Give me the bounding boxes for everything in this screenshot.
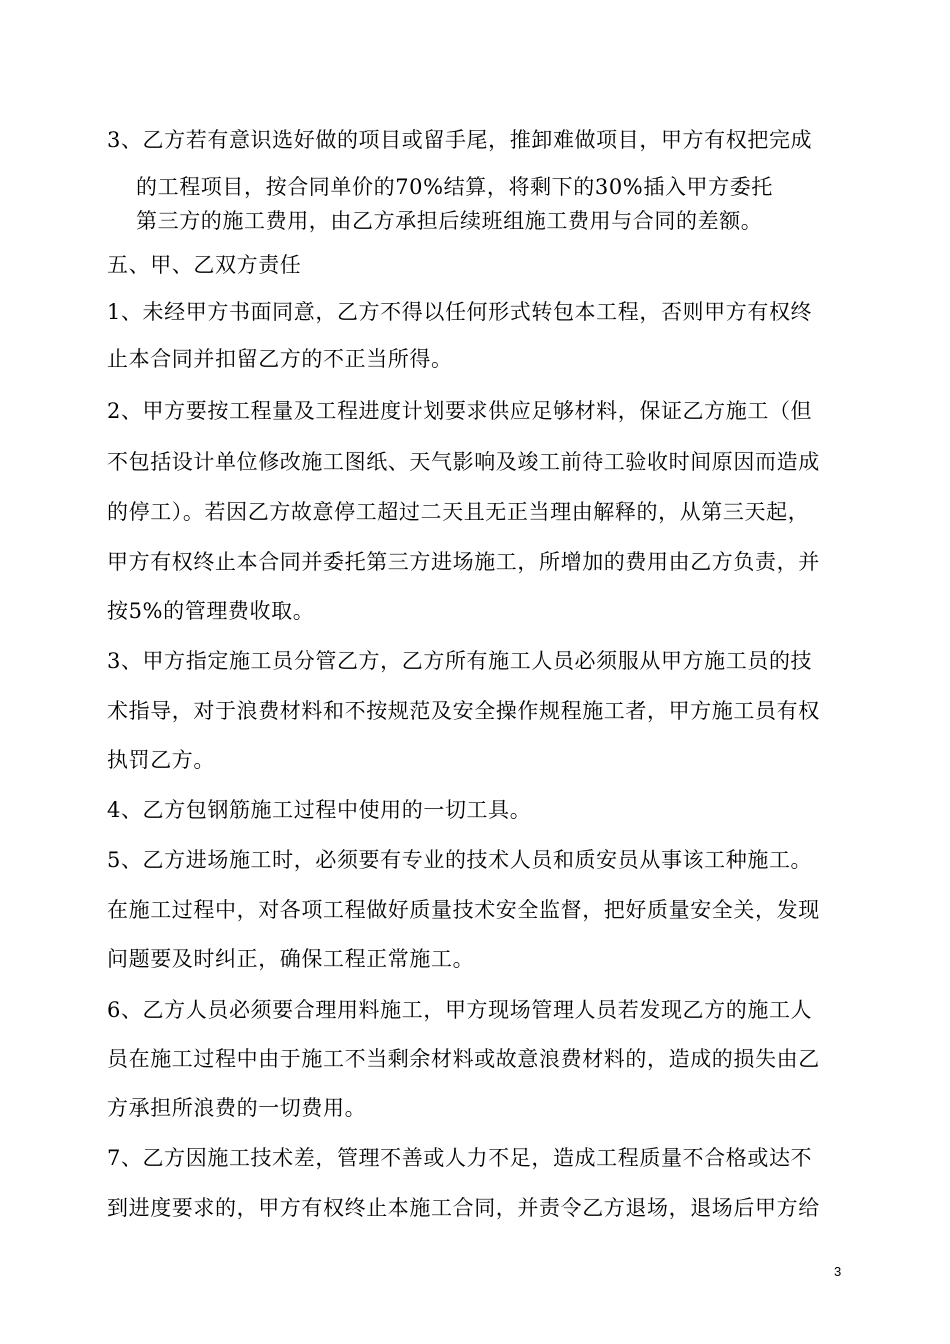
paragraph-line: 在施工过程中，对各项工程做好质量技术安全监督，把好质量安全关，发现	[107, 898, 820, 922]
paragraph-line: 止本合同并扣留乙方的不正当所得。	[107, 347, 453, 371]
paragraph-line: 员在施工过程中由于施工不当剩余材料或故意浪费材料的，造成的损失由乙	[107, 1047, 820, 1071]
paragraph-line: 到进度要求的，甲方有权终止本施工合同，并责令乙方退场，退场后甲方给	[107, 1196, 820, 1220]
paragraph-line: 3、乙方若有意识选好做的项目或留手尾，推卸难做项目，甲方有权把完成	[107, 128, 813, 152]
paragraph-line: 1、未经甲方书面同意，乙方不得以任何形式转包本工程，否则甲方有权终	[107, 300, 813, 324]
paragraph-line: 4、乙方包钢筋施工过程中使用的一切工具。	[107, 798, 532, 822]
paragraph-line: 6、乙方人员必须要合理用料施工，甲方现场管理人员若发现乙方的施工人	[107, 998, 813, 1022]
paragraph-line: 方承担所浪费的一切费用。	[107, 1096, 367, 1120]
paragraph-line: 甲方有权终止本合同并委托第三方进场施工，所增加的费用由乙方负责，并	[107, 550, 820, 574]
paragraph-line: 的工程项目，按合同单价的70%结算，将剩下的30%插入甲方委托	[136, 175, 773, 199]
paragraph-line: 不包括设计单位修改施工图纸、天气影响及竣工前待工验收时间原因而造成	[107, 450, 820, 474]
paragraph-line: 2、甲方要按工程量及工程进度计划要求供应足够材料，保证乙方施工（但	[107, 399, 813, 423]
paragraph-line: 执罚乙方。	[107, 748, 215, 772]
paragraph-line: 第三方的施工费用，由乙方承担后续班组施工费用与合同的差额。	[136, 209, 763, 233]
paragraph-line: 问题要及时纠正，确保工程正常施工。	[107, 947, 475, 971]
paragraph-line: 3、甲方指定施工员分管乙方，乙方所有施工人员必须服从甲方施工员的技	[107, 649, 813, 673]
paragraph-line: 按5%的管理费收取。	[107, 599, 315, 623]
paragraph-line: 5、乙方进场施工时，必须要有专业的技术人员和质安员从事该工种施工。	[107, 848, 813, 872]
paragraph-line: 术指导，对于浪费材料和不按规范及安全操作规程施工者，甲方施工员有权	[107, 699, 820, 723]
paragraph-line: 7、乙方因施工技术差，管理不善或人力不足，造成工程质量不合格或达不	[107, 1146, 813, 1170]
paragraph-line: 的停工）。若因乙方故意停工超过二天且无正当理由解释的，从第三天起，	[107, 500, 810, 524]
section-heading: 五、甲、乙双方责任	[107, 253, 302, 277]
page-number: 3	[834, 1264, 842, 1279]
